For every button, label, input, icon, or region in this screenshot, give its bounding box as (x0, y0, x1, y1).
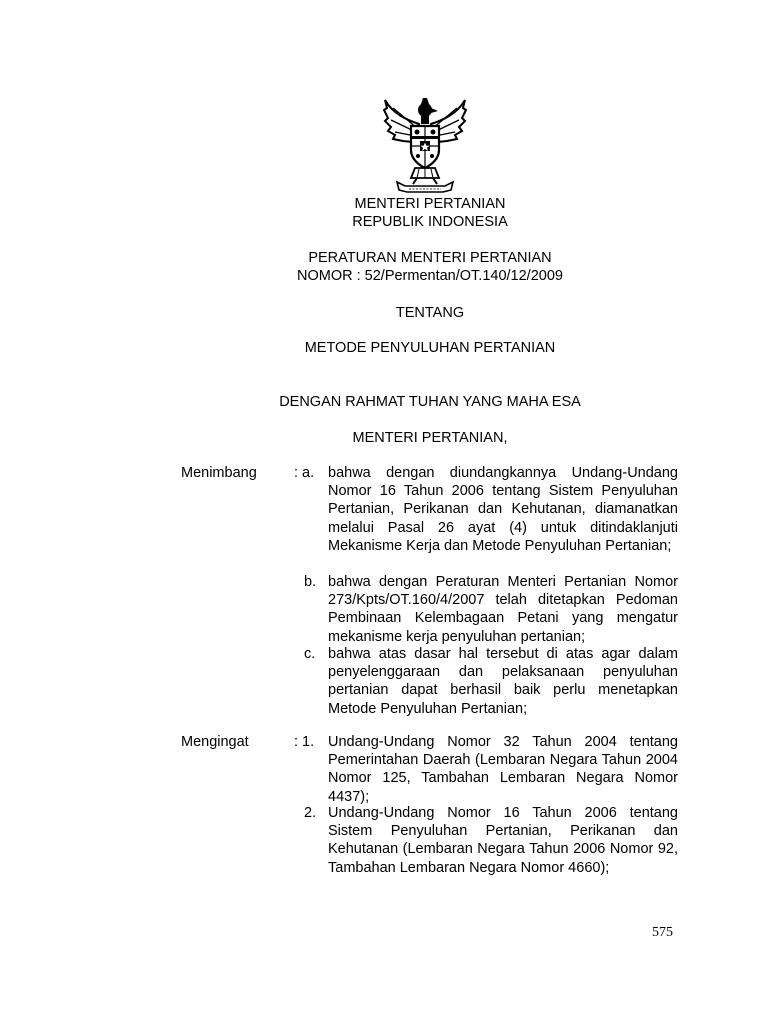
menimbang-item-a: bahwa dengan diundangkannya Undang-Undang Nomor 16 Tahun 2006 tentang Sistem Penyuluhan Pertanian, Perikanan dan Kehutanan, diamanatkan melalui Pasal 26 ayat (4) untuk ditindaklanjuti Mekanisme Kerja dan Metode Penyuluhan Pertanian; (328, 465, 678, 554)
menimbang-marker-b: b. (304, 574, 317, 590)
invocation-line: DENGAN RAHMAT TUHAN YANG MAHA ESA (279, 394, 581, 410)
mengingat-marker-2: 2. (304, 805, 317, 821)
mengingat-label: Mengingat (181, 734, 249, 750)
mengingat-marker-1: : 1. (294, 734, 315, 750)
menimbang-marker-a: : a. (294, 465, 315, 481)
country-heading: REPUBLIK INDONESIA (352, 214, 508, 230)
regulation-title: PERATURAN MENTERI PERTANIAN (308, 250, 552, 266)
about-heading: TENTANG (395, 305, 465, 321)
regulation-number: NOMOR : 52/Permentan/OT.140/12/2009 (297, 268, 563, 284)
page-number: 575 (652, 925, 673, 940)
menimbang-item-b: bahwa dengan Peraturan Menteri Pertanian Nomor 273/Kpts/OT.160/4/2007 telah ditetapkan Pedoman Pembinaan Kelembagaan Petani yang mengatur mekanisme kerja penyuluhan pertanian; (328, 574, 678, 645)
mengingat-item-1: Undang-Undang Nomor 32 Tahun 2004 tentang Pemerintahan Daerah (Lembaran Negara Tahun 2004 Nomor 125, Tambahan Lembaran Negara Nomor 4437); (328, 734, 678, 805)
menimbang-item-c: bahwa atas dasar hal tersebut di atas agar dalam penyelenggaraan dan pelaksanaan penyuluhan pertanian dapat berhasil baik perlu menetapkan Metode Penyuluhan Pertanian; (328, 646, 678, 717)
subject-heading: METODE PENYULUHAN PERTANIAN (304, 340, 556, 356)
ministry-heading: MENTERI PERTANIAN (354, 196, 506, 212)
menimbang-label: Menimbang (181, 465, 257, 481)
mengingat-item-2: Undang-Undang Nomor 16 Tahun 2006 tentang Sistem Penyuluhan Pertanian, Perikanan dan Kehutanan (Lembaran Negara Tahun 2006 Nomor 92, Tambahan Lembaran Negara Nomor 4660); (328, 805, 678, 876)
garuda-emblem-icon (383, 94, 467, 194)
menimbang-marker-c: c. (304, 646, 316, 662)
issuer-line: MENTERI PERTANIAN, (352, 430, 508, 446)
